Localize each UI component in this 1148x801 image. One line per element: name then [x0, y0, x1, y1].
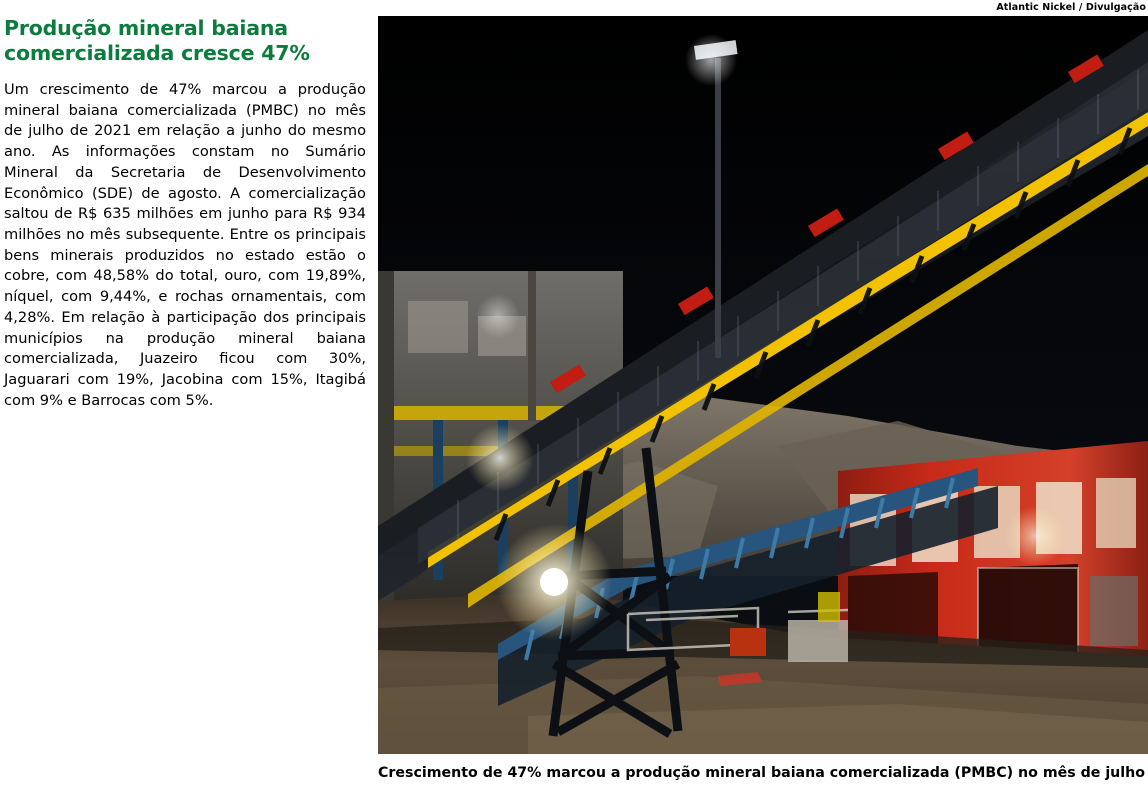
- photo-caption: Crescimento de 47% marcou a produção mineral baiana comercializada (PMBC) no mês de julho: [378, 764, 1145, 781]
- photo-credit: Atlantic Nickel / Divulgação: [996, 2, 1146, 13]
- page-title: Produção mineral baiana comercializada cresce 47%: [4, 16, 310, 65]
- photo-image: [378, 16, 1148, 754]
- photo-illustration: [378, 16, 1148, 754]
- article-column: [0, 16, 366, 412]
- article-body: Um crescimento de 47% marcou a produção mineral baiana comercializada (PMBC) no mês de julho de 2021 em relação a junho do mesmo ano. As informações constam no Sumário Mineral da Secretaria de Desenvolvimento Econômico (SDE) de agosto. A comercialização saltou de R$ 635 milhões em junho para R$ 934 milhões no mês subsequente. Entre os principais bens minerais produzidos no estado estão o cobre, com 48,58% do total, ouro, com 19,89%, níquel, com 9,44%, e rochas ornamentais, com 4,28%. Em relação à participação dos principais municípios na produção mineral baiana comercializada, Juazeiro ficou com 30%, Jaguarari com 19%, Jacobina com 15%, Itagibá com 9% e Barrocas com 5%.: [4, 81, 366, 409]
- photo-block: [378, 0, 1148, 782]
